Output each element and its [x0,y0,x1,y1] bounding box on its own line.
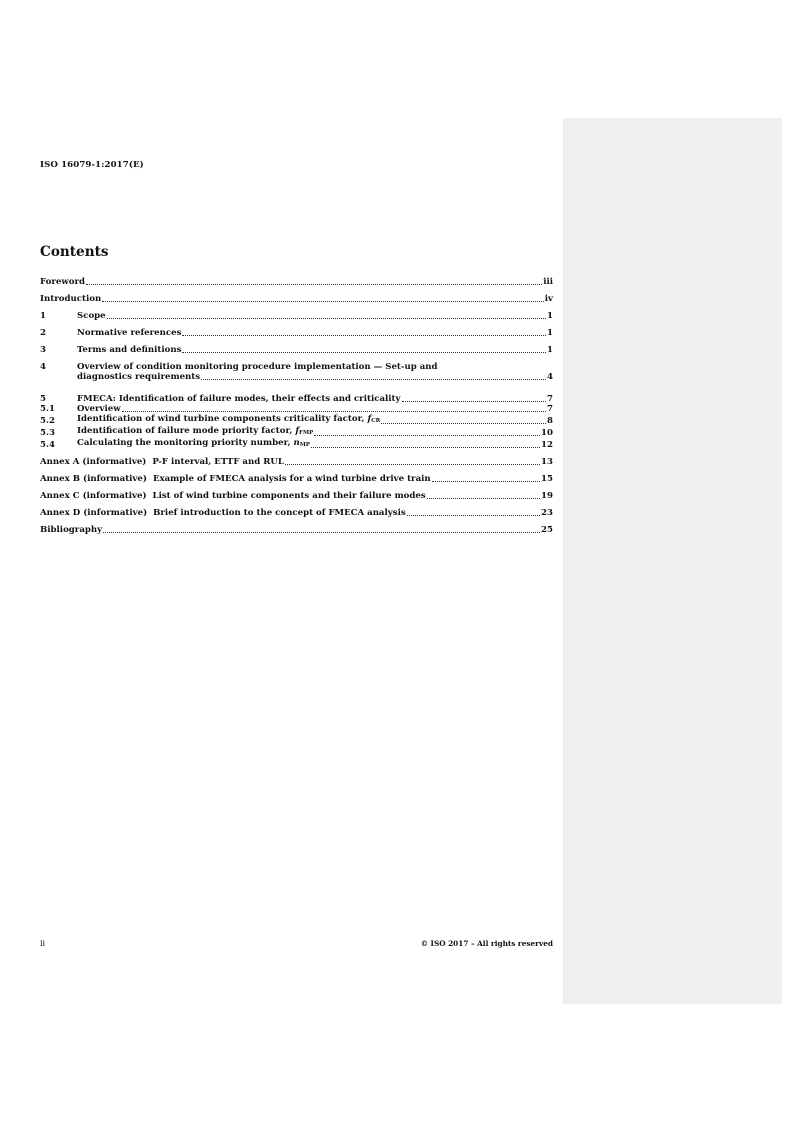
toc-entry-text: Scope [77,311,106,321]
toc-entry-text: Bibliography [40,525,103,535]
toc-entry-page: 25 [541,525,553,535]
toc-entry-text-main: Identification of failure mode priority factor, [77,426,296,436]
toc-entry-annex-d[interactable] [40,508,553,518]
toc-entry-text [77,426,313,438]
toc-entry-5-4-monitoring-priority[interactable] [40,438,553,450]
toc-entry-text [77,438,310,450]
toc-leader-dots [122,411,546,412]
toc-entry-5-1-overview[interactable] [40,404,553,414]
toc-entry-text: Overview [77,404,121,414]
toc-leader-dots [107,318,546,319]
toc-entry-text [77,414,380,426]
toc-entry-subscript: FMP [299,430,314,436]
toc-entry-text: Normative references [77,328,182,338]
toc-entry-5-3-priority-factor[interactable] [40,426,553,438]
toc-leader-dots [201,379,546,380]
toc-entry-text: Annex B (informative) Example of FMECA analysis for a wind turbine drive train [40,474,431,484]
toc-entry-text: Annex D (informative) Brief introduction to the concept of FMECA analysis [40,508,406,518]
toc-entry-symbol: f [367,414,372,424]
toc-entry-5-2-criticality-factor[interactable] [40,414,553,426]
toc-entry-page: 19 [541,491,553,501]
toc-leader-dots [432,481,540,482]
toc-leader-dots [407,515,540,516]
toc-entry-text: Introduction [40,294,102,304]
toc-entry-page: iv [544,294,553,304]
toc-leader-dots [427,498,540,499]
toc-entry-annex-a[interactable] [40,457,553,467]
toc-entry-annex-b[interactable] [40,474,553,484]
toc-entry-body [77,362,553,382]
toc-entry-text: FMECA: Identification of failure modes, their effects and criticality [77,394,401,404]
toc-entry-text: Annex C (informative) List of wind turbine components and their failure modes [40,491,426,501]
toc-entry-page: 23 [541,508,553,518]
toc-entry-page: iii [543,277,553,287]
toc-entry-introduction[interactable] [40,294,553,304]
toc-entry-number: 2 [40,328,46,338]
toc-entry-subscript: MP [299,442,310,448]
toc-leader-dots [182,335,546,336]
toc-entry-normative-references[interactable] [40,328,553,338]
toc-entry-number: 4 [40,362,46,372]
toc-leader-dots [86,284,542,285]
toc-entry-subscript: CR [371,418,381,424]
toc-entry-text-line2: diagnostics requirements [77,372,201,382]
toc-entry-text: Foreword [40,277,86,287]
toc-entry-number: 5.3 [40,428,55,438]
toc-leader-dots [103,532,540,533]
footer-page-number: ii [40,939,46,948]
toc-entry-terms-and-definitions[interactable] [40,345,553,355]
toc-leader-dots [381,423,546,424]
toc-leader-dots [102,301,544,302]
toc-entry-number: 1 [40,311,46,321]
toc-entry-page: 4 [547,372,553,382]
toc-leader-dots [402,401,547,402]
contents-title: Contents [40,244,109,260]
document-id: ISO 16079-1:2017(E) [40,160,144,170]
toc-entry-page: 12 [541,440,553,450]
toc-entry-page: 10 [541,428,553,438]
table-of-contents [40,277,553,535]
toc-leader-dots [314,435,540,436]
toc-entry-text: Annex A (informative) P-F interval, ETTF and RUL [40,457,284,467]
toc-entry-overview-condition-monitoring[interactable] [40,362,553,382]
toc-entry-text-line1: Overview of condition monitoring procedure implementation — Set-up and [77,362,438,372]
toc-entry-symbol: f [295,426,300,436]
toc-entry-page: 1 [547,328,553,338]
toc-entry-number: 5.1 [40,404,55,414]
toc-leader-dots [311,447,540,448]
toc-leader-dots [182,352,546,353]
toc-entry-page: 7 [547,394,553,404]
toc-entry-line2 [77,372,553,382]
toc-entry-fmeca[interactable] [40,394,553,404]
toc-leader-dots [285,464,540,465]
toc-entry-page: 8 [547,416,553,426]
toc-entry-number: 3 [40,345,46,355]
toc-entry-text: Terms and definitions [77,345,182,355]
footer-copyright: © ISO 2017 – All rights reserved [420,939,553,948]
toc-entry-page: 7 [547,404,553,414]
toc-entry-symbol: n [293,438,300,448]
toc-entry-annex-c[interactable] [40,491,553,501]
comment-pane [563,118,782,1004]
toc-entry-scope[interactable] [40,311,553,321]
toc-entry-text-main: Identification of wind turbine components criticality factor, [77,414,368,424]
toc-entry-bibliography[interactable] [40,525,553,535]
toc-entry-page: 1 [547,345,553,355]
toc-entry-page: 1 [547,311,553,321]
toc-entry-foreword[interactable] [40,277,553,287]
toc-entry-text-main: Calculating the monitoring priority number, [77,438,294,448]
toc-entry-number: 5.4 [40,440,55,450]
toc-entry-page: 13 [541,457,553,467]
toc-entry-number: 5.2 [40,416,55,426]
toc-entry-page: 15 [541,474,553,484]
toc-entry-number: 5 [40,394,46,404]
